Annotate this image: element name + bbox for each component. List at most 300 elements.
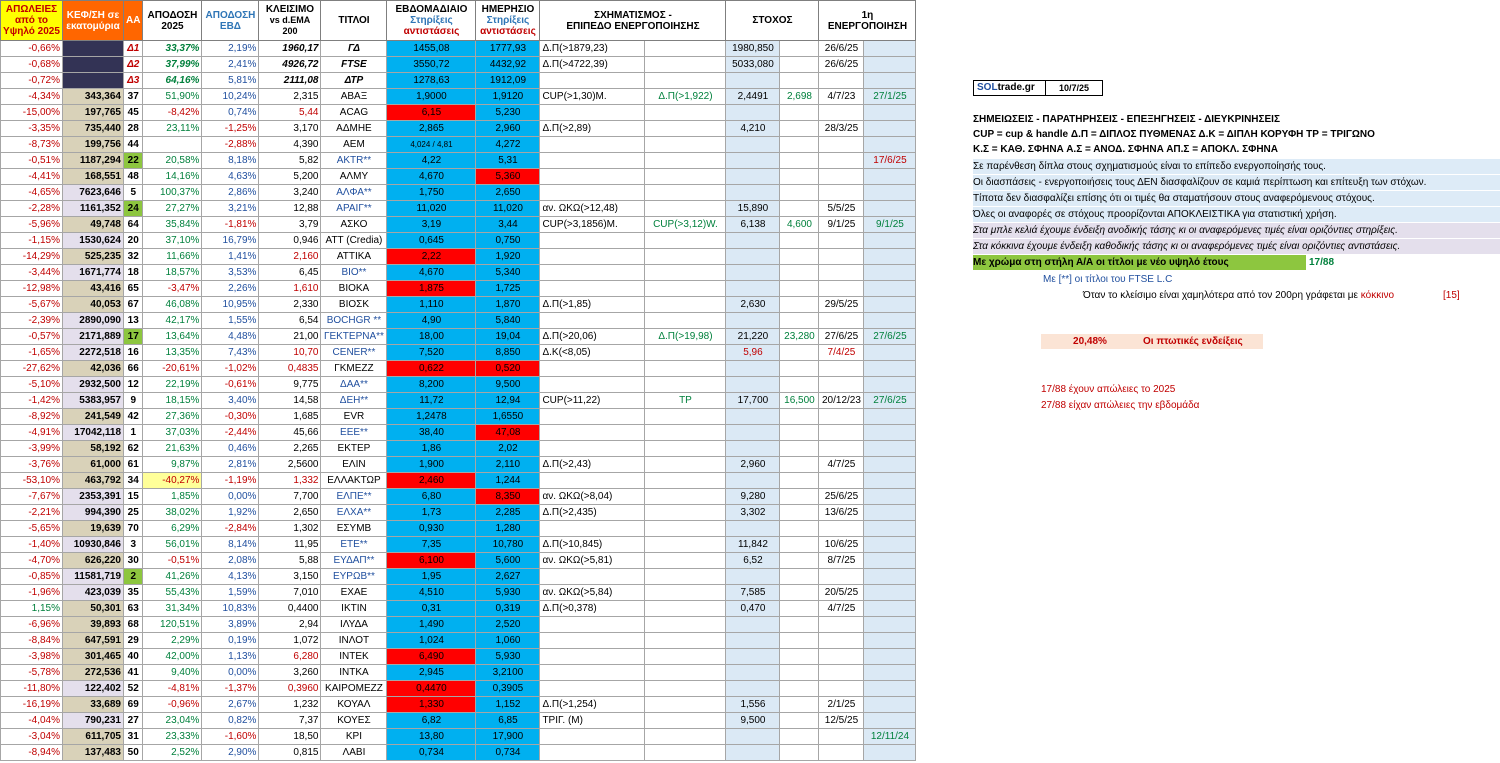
cell-close[interactable]: 2,315 [259,89,321,105]
cell-close[interactable]: 0,946 [259,233,321,249]
cell-close[interactable]: 3,260 [259,665,321,681]
cell-target-2[interactable] [780,569,819,585]
cell-loss-ytd[interactable]: -3,76% [1,457,63,473]
cell-pattern[interactable]: αν. ΩΚΩ(>12,48) [540,201,645,217]
cell-activation-2[interactable] [864,601,916,617]
cell-activation-2[interactable] [864,489,916,505]
cell-market-cap[interactable]: 647,591 [63,633,124,649]
cell-loss-ytd[interactable]: -8,94% [1,745,63,761]
cell-pattern[interactable] [540,633,645,649]
cell-target-1[interactable]: 11,842 [726,537,780,553]
cell-target-2[interactable] [780,185,819,201]
cell-daily-level[interactable]: 5,340 [476,265,540,281]
cell-daily-level[interactable]: 12,94 [476,393,540,409]
cell-rank[interactable]: 13 [124,313,143,329]
cell-daily-level[interactable]: 4,272 [476,137,540,153]
cell-target-1[interactable]: 2,960 [726,457,780,473]
cell-daily-level[interactable]: 5,930 [476,649,540,665]
cell-return-2025[interactable]: 22,19% [143,377,202,393]
cell-pattern[interactable]: αν. ΩΚΩ(>5,84) [540,585,645,601]
cell-market-cap[interactable]: 735,440 [63,121,124,137]
cell-activation-2[interactable] [864,57,916,73]
cell-activation-2[interactable] [864,73,916,89]
cell-loss-ytd[interactable]: -1,40% [1,537,63,553]
cell-ticker[interactable]: ΕΛΠΕ** [321,489,387,505]
cell-rank[interactable]: 44 [124,137,143,153]
cell-pattern[interactable] [540,441,645,457]
cell-activation-2[interactable] [864,745,916,761]
cell-pattern[interactable] [540,313,645,329]
cell-close[interactable]: 10,70 [259,345,321,361]
cell-loss-ytd[interactable]: -4,65% [1,185,63,201]
cell-activation-2[interactable]: 27/1/25 [864,89,916,105]
cell-pattern[interactable]: Δ.Π(>10,845) [540,537,645,553]
cell-loss-ytd[interactable]: -8,84% [1,633,63,649]
cell-pattern-weekly[interactable] [645,185,726,201]
cell-market-cap[interactable]: 1187,294 [63,153,124,169]
cell-ticker[interactable]: ΙΚΤΙΝ [321,601,387,617]
cell-activation-1[interactable]: 25/6/25 [819,489,864,505]
cell-daily-level[interactable]: 10,780 [476,537,540,553]
cell-weekly-level[interactable]: 2,460 [387,473,476,489]
cell-rank[interactable]: 67 [124,297,143,313]
cell-pattern-weekly[interactable] [645,633,726,649]
cell-activation-1[interactable]: 28/3/25 [819,121,864,137]
cell-ticker[interactable]: ΕΤΕ** [321,537,387,553]
cell-loss-ytd[interactable]: -6,96% [1,617,63,633]
cell-target-2[interactable] [780,265,819,281]
cell-target-1[interactable]: 3,302 [726,505,780,521]
cell-activation-1[interactable] [819,649,864,665]
cell-weekly-level[interactable]: 0,622 [387,361,476,377]
cell-close[interactable]: 1,332 [259,473,321,489]
cell-daily-level[interactable]: 2,110 [476,457,540,473]
cell-activation-1[interactable] [819,745,864,761]
cell-target-1[interactable] [726,281,780,297]
cell-ticker[interactable]: ΕΣΥΜΒ [321,521,387,537]
cell-rank[interactable]: 24 [124,201,143,217]
cell-return-week[interactable]: 0,00% [202,489,259,505]
cell-close[interactable]: 7,37 [259,713,321,729]
cell-target-2[interactable] [780,617,819,633]
cell-rank[interactable]: 17 [124,329,143,345]
cell-close[interactable]: 6,54 [259,313,321,329]
cell-close[interactable]: 2111,08 [259,73,321,89]
cell-activation-2[interactable] [864,361,916,377]
cell-ticker[interactable]: ΓΕΚΤΕΡΝΑ** [321,329,387,345]
cell-weekly-level[interactable]: 13,80 [387,729,476,745]
cell-close[interactable]: 14,58 [259,393,321,409]
cell-activation-2[interactable]: 27/6/25 [864,329,916,345]
cell-activation-1[interactable] [819,105,864,121]
cell-daily-level[interactable]: 1,060 [476,633,540,649]
cell-daily-level[interactable]: 9,500 [476,377,540,393]
cell-loss-ytd[interactable]: -0,68% [1,57,63,73]
cell-activation-1[interactable]: 29/5/25 [819,297,864,313]
cell-weekly-level[interactable]: 4,670 [387,169,476,185]
cell-close[interactable]: 9,775 [259,377,321,393]
cell-pattern[interactable]: CUP(>11,22) [540,393,645,409]
cell-target-2[interactable] [780,745,819,761]
cell-return-week[interactable]: 4,63% [202,169,259,185]
cell-target-2[interactable] [780,249,819,265]
cell-market-cap[interactable]: 168,551 [63,169,124,185]
cell-loss-ytd[interactable]: -0,57% [1,329,63,345]
cell-return-2025[interactable]: 42,00% [143,649,202,665]
cell-return-week[interactable]: 1,92% [202,505,259,521]
cell-return-2025[interactable]: 23,11% [143,121,202,137]
cell-return-2025[interactable]: 100,37% [143,185,202,201]
cell-rank[interactable]: Δ1 [124,41,143,57]
cell-pattern[interactable]: Δ.Π(>4722,39) [540,57,645,73]
cell-close[interactable]: 3,240 [259,185,321,201]
cell-activation-2[interactable] [864,697,916,713]
cell-target-1[interactable] [726,665,780,681]
cell-activation-2[interactable] [864,665,916,681]
cell-rank[interactable]: 3 [124,537,143,553]
cell-close[interactable]: 18,50 [259,729,321,745]
cell-close[interactable]: 6,280 [259,649,321,665]
cell-weekly-level[interactable]: 6,80 [387,489,476,505]
cell-loss-ytd[interactable]: 1,15% [1,601,63,617]
cell-target-1[interactable] [726,569,780,585]
cell-market-cap[interactable] [63,41,124,57]
cell-weekly-level[interactable]: 2,945 [387,665,476,681]
header-return-2025[interactable]: ΑΠΟΔΟΣΗ 2025 [143,1,202,41]
cell-return-week[interactable]: -2,84% [202,521,259,537]
cell-return-week[interactable]: 2,81% [202,457,259,473]
cell-activation-1[interactable]: 26/6/25 [819,57,864,73]
cell-daily-level[interactable]: 47,08 [476,425,540,441]
cell-return-week[interactable]: 4,48% [202,329,259,345]
cell-close[interactable]: 7,010 [259,585,321,601]
cell-pattern[interactable]: Δ.Π(>0,378) [540,601,645,617]
cell-ticker[interactable]: ΙΝΤΕΚ [321,649,387,665]
cell-daily-level[interactable]: 1,725 [476,281,540,297]
cell-market-cap[interactable]: 994,390 [63,505,124,521]
cell-ticker[interactable]: ΛΑΒΙ [321,745,387,761]
cell-return-2025[interactable]: 31,34% [143,601,202,617]
cell-ticker[interactable]: ΕΛΙΝ [321,457,387,473]
cell-ticker[interactable]: ΚΡΙ [321,729,387,745]
cell-rank[interactable]: 25 [124,505,143,521]
cell-weekly-level[interactable]: 0,31 [387,601,476,617]
cell-target-1[interactable] [726,681,780,697]
cell-target-1[interactable] [726,153,780,169]
cell-return-week[interactable]: 10,95% [202,297,259,313]
cell-activation-1[interactable] [819,729,864,745]
cell-close[interactable]: 1,685 [259,409,321,425]
cell-daily-level[interactable]: 1,920 [476,249,540,265]
cell-return-week[interactable]: 2,19% [202,41,259,57]
cell-return-week[interactable]: 10,83% [202,601,259,617]
cell-market-cap[interactable]: 2932,500 [63,377,124,393]
cell-activation-2[interactable] [864,41,916,57]
cell-return-2025[interactable]: 20,58% [143,153,202,169]
cell-return-week[interactable]: 0,19% [202,633,259,649]
cell-close[interactable]: 0,4400 [259,601,321,617]
cell-activation-1[interactable]: 2/1/25 [819,697,864,713]
cell-close[interactable]: 12,88 [259,201,321,217]
cell-return-week[interactable]: 0,00% [202,665,259,681]
cell-return-2025[interactable]: 2,29% [143,633,202,649]
cell-return-week[interactable]: 3,21% [202,201,259,217]
header-cap[interactable]: ΚΕΦ/ΣΗ σε εκατομύρια [63,1,124,41]
cell-daily-level[interactable]: 1912,09 [476,73,540,89]
cell-loss-ytd[interactable]: -2,28% [1,201,63,217]
cell-pattern-weekly[interactable] [645,713,726,729]
cell-pattern-weekly[interactable] [645,489,726,505]
cell-close[interactable]: 2,5600 [259,457,321,473]
cell-return-2025[interactable]: 18,15% [143,393,202,409]
cell-return-week[interactable]: 8,14% [202,537,259,553]
cell-daily-level[interactable]: 1,6550 [476,409,540,425]
cell-return-week[interactable]: 0,46% [202,441,259,457]
cell-target-2[interactable] [780,73,819,89]
cell-target-2[interactable] [780,201,819,217]
cell-close[interactable]: 5,44 [259,105,321,121]
cell-pattern[interactable] [540,569,645,585]
cell-rank[interactable]: 52 [124,681,143,697]
cell-market-cap[interactable]: 199,756 [63,137,124,153]
cell-daily-level[interactable]: 11,020 [476,201,540,217]
cell-target-2[interactable] [780,41,819,57]
cell-activation-1[interactable]: 7/4/25 [819,345,864,361]
cell-ticker[interactable]: ΒΙΟΚΑ [321,281,387,297]
cell-target-2[interactable] [780,649,819,665]
cell-target-2[interactable]: 23,280 [780,329,819,345]
cell-market-cap[interactable]: 61,000 [63,457,124,473]
cell-pattern-weekly[interactable] [645,601,726,617]
cell-pattern-weekly[interactable] [645,681,726,697]
cell-weekly-level[interactable]: 0,4470 [387,681,476,697]
cell-activation-2[interactable] [864,633,916,649]
cell-return-week[interactable]: 1,13% [202,649,259,665]
cell-target-2[interactable] [780,665,819,681]
cell-return-2025[interactable]: 56,01% [143,537,202,553]
cell-pattern-weekly[interactable] [645,665,726,681]
cell-rank[interactable]: 1 [124,425,143,441]
cell-loss-ytd[interactable]: -4,41% [1,169,63,185]
cell-target-1[interactable] [726,729,780,745]
cell-pattern-weekly[interactable] [645,697,726,713]
cell-return-2025[interactable]: -3,47% [143,281,202,297]
cell-pattern[interactable]: αν. ΩΚΩ(>5,81) [540,553,645,569]
cell-daily-level[interactable]: 1,152 [476,697,540,713]
cell-return-2025[interactable]: -20,61% [143,361,202,377]
cell-activation-2[interactable] [864,345,916,361]
cell-ticker[interactable]: ACAG [321,105,387,121]
cell-activation-1[interactable]: 8/7/25 [819,553,864,569]
cell-target-1[interactable] [726,313,780,329]
cell-weekly-level[interactable]: 8,200 [387,377,476,393]
cell-target-1[interactable]: 17,700 [726,393,780,409]
cell-pattern[interactable] [540,473,645,489]
cell-return-2025[interactable]: 33,37% [143,41,202,57]
cell-pattern-weekly[interactable]: Δ.Π(>1,922) [645,89,726,105]
cell-weekly-level[interactable]: 1,86 [387,441,476,457]
cell-activation-1[interactable] [819,409,864,425]
cell-loss-ytd[interactable]: -15,00% [1,105,63,121]
cell-target-1[interactable]: 9,500 [726,713,780,729]
cell-rank[interactable]: 48 [124,169,143,185]
cell-return-2025[interactable]: 13,35% [143,345,202,361]
cell-daily-level[interactable]: 2,960 [476,121,540,137]
cell-activation-1[interactable]: 13/6/25 [819,505,864,521]
cell-activation-2[interactable]: 12/11/24 [864,729,916,745]
cell-loss-ytd[interactable]: -1,96% [1,585,63,601]
cell-rank[interactable]: 12 [124,377,143,393]
cell-rank[interactable]: 5 [124,185,143,201]
cell-return-week[interactable]: -1,60% [202,729,259,745]
cell-pattern[interactable] [540,361,645,377]
cell-ticker[interactable]: ΙΛΥΔΑ [321,617,387,633]
cell-loss-ytd[interactable]: -4,34% [1,89,63,105]
cell-target-2[interactable] [780,537,819,553]
cell-daily-level[interactable]: 8,350 [476,489,540,505]
cell-activation-2[interactable] [864,201,916,217]
cell-target-1[interactable] [726,361,780,377]
cell-target-2[interactable] [780,345,819,361]
cell-return-2025[interactable]: 14,16% [143,169,202,185]
cell-activation-1[interactable]: 9/1/25 [819,217,864,233]
cell-ticker[interactable]: ΓΚΜΕΖΖ [321,361,387,377]
cell-return-week[interactable]: 10,24% [202,89,259,105]
cell-market-cap[interactable]: 2171,889 [63,329,124,345]
cell-return-2025[interactable]: 38,02% [143,505,202,521]
cell-market-cap[interactable]: 2890,090 [63,313,124,329]
cell-target-1[interactable]: 0,470 [726,601,780,617]
cell-return-2025[interactable]: 64,16% [143,73,202,89]
cell-ticker[interactable]: ΕΥΔΑΠ** [321,553,387,569]
cell-target-2[interactable] [780,489,819,505]
cell-activation-2[interactable] [864,169,916,185]
cell-return-week[interactable]: -1,25% [202,121,259,137]
cell-close[interactable]: 45,66 [259,425,321,441]
cell-target-1[interactable]: 15,890 [726,201,780,217]
cell-activation-1[interactable]: 26/6/25 [819,41,864,57]
cell-rank[interactable]: 41 [124,665,143,681]
cell-loss-ytd[interactable]: -2,39% [1,313,63,329]
cell-activation-2[interactable] [864,265,916,281]
cell-pattern-weekly[interactable] [645,521,726,537]
cell-ticker[interactable]: ΑΛΜΥ [321,169,387,185]
cell-pattern[interactable]: ΤΡΙΓ. (Μ) [540,713,645,729]
cell-pattern-weekly[interactable] [645,537,726,553]
cell-return-week[interactable]: -1,37% [202,681,259,697]
cell-return-week[interactable]: 0,74% [202,105,259,121]
cell-target-2[interactable] [780,521,819,537]
cell-target-1[interactable] [726,521,780,537]
cell-pattern[interactable] [540,153,645,169]
cell-rank[interactable]: 37 [124,89,143,105]
cell-target-1[interactable] [726,73,780,89]
cell-daily-level[interactable]: 8,850 [476,345,540,361]
cell-pattern-weekly[interactable]: TP [645,393,726,409]
cell-activation-1[interactable]: 4/7/25 [819,457,864,473]
cell-close[interactable]: 1,610 [259,281,321,297]
cell-ticker[interactable]: AKTR** [321,153,387,169]
cell-pattern-weekly[interactable] [645,441,726,457]
cell-ticker[interactable]: ΓΔ [321,41,387,57]
cell-pattern[interactable]: Δ.Π(>1,254) [540,697,645,713]
cell-target-1[interactable] [726,105,780,121]
cell-daily-level[interactable]: 5,360 [476,169,540,185]
cell-rank[interactable]: 22 [124,153,143,169]
cell-pattern-weekly[interactable] [645,377,726,393]
cell-weekly-level[interactable]: 4,22 [387,153,476,169]
cell-target-2[interactable] [780,57,819,73]
cell-weekly-level[interactable]: 1,490 [387,617,476,633]
cell-close[interactable]: 2,160 [259,249,321,265]
cell-return-week[interactable]: 2,41% [202,57,259,73]
cell-close[interactable]: 6,45 [259,265,321,281]
cell-rank[interactable]: 29 [124,633,143,649]
cell-pattern[interactable]: Δ.Κ(<8,05) [540,345,645,361]
cell-activation-2[interactable] [864,457,916,473]
cell-return-week[interactable]: -1,19% [202,473,259,489]
cell-activation-1[interactable] [819,633,864,649]
cell-rank[interactable]: 16 [124,345,143,361]
cell-ticker[interactable]: ΑΔΜΗΕ [321,121,387,137]
cell-market-cap[interactable]: 137,483 [63,745,124,761]
cell-market-cap[interactable]: 5383,957 [63,393,124,409]
cell-activation-2[interactable] [864,425,916,441]
cell-loss-ytd[interactable]: -4,04% [1,713,63,729]
cell-close[interactable]: 3,150 [259,569,321,585]
cell-weekly-level[interactable]: 1,2478 [387,409,476,425]
cell-weekly-level[interactable]: 11,020 [387,201,476,217]
cell-ticker[interactable]: ΔΤΡ [321,73,387,89]
header-rank[interactable]: ΑΑ [124,1,143,41]
cell-close[interactable]: 5,82 [259,153,321,169]
cell-activation-1[interactable] [819,313,864,329]
cell-daily-level[interactable]: 3,44 [476,217,540,233]
cell-target-1[interactable] [726,473,780,489]
cell-loss-ytd[interactable]: -14,29% [1,249,63,265]
cell-daily-level[interactable]: 0,734 [476,745,540,761]
cell-weekly-level[interactable]: 6,82 [387,713,476,729]
cell-activation-2[interactable] [864,649,916,665]
cell-activation-1[interactable] [819,617,864,633]
cell-return-2025[interactable]: 27,27% [143,201,202,217]
cell-market-cap[interactable]: 626,220 [63,553,124,569]
cell-weekly-level[interactable]: 38,40 [387,425,476,441]
cell-return-2025[interactable]: 1,85% [143,489,202,505]
cell-return-2025[interactable]: 27,36% [143,409,202,425]
cell-weekly-level[interactable]: 2,22 [387,249,476,265]
cell-return-week[interactable]: 1,41% [202,249,259,265]
cell-rank[interactable]: Δ2 [124,57,143,73]
cell-close[interactable]: 2,650 [259,505,321,521]
cell-target-2[interactable] [780,585,819,601]
cell-activation-1[interactable] [819,361,864,377]
cell-weekly-level[interactable]: 4,024 / 4,81 [387,137,476,153]
cell-rank[interactable]: 32 [124,249,143,265]
cell-market-cap[interactable] [63,73,124,89]
cell-activation-1[interactable] [819,137,864,153]
header-close[interactable]: ΚΛΕΙΣΙΜΟ vs d.EMA 200 [259,1,321,41]
cell-target-2[interactable] [780,713,819,729]
cell-activation-1[interactable] [819,569,864,585]
cell-loss-ytd[interactable]: -8,73% [1,137,63,153]
cell-market-cap[interactable]: 1530,624 [63,233,124,249]
cell-return-2025[interactable] [143,137,202,153]
cell-market-cap[interactable]: 50,301 [63,601,124,617]
cell-activation-1[interactable] [819,425,864,441]
cell-target-2[interactable] [780,361,819,377]
cell-pattern[interactable] [540,169,645,185]
